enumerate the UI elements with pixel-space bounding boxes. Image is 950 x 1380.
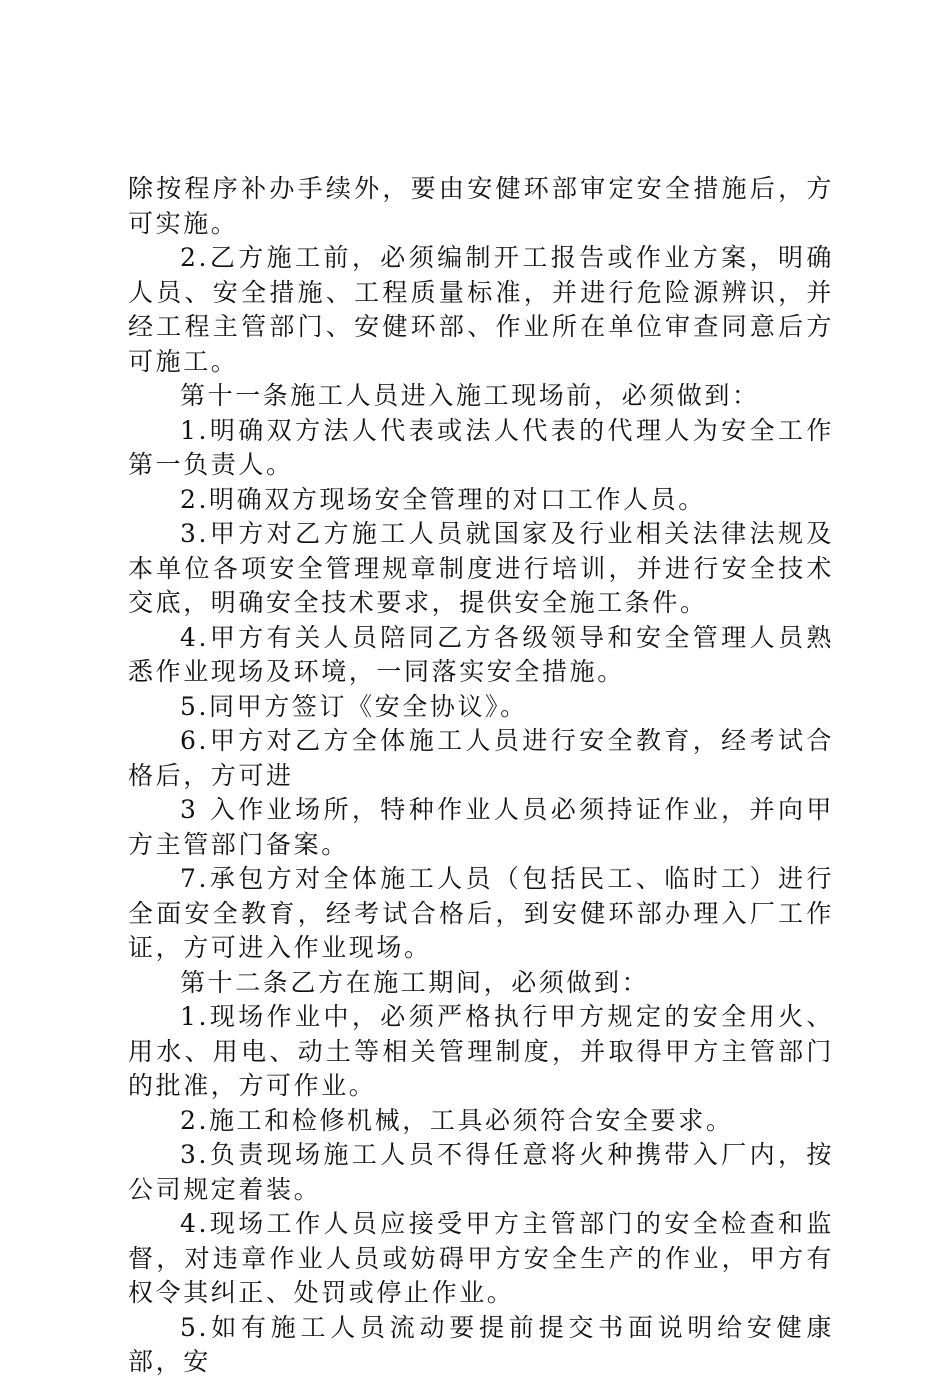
paragraph: 4.现场工作人员应接受甲方主管部门的安全检查和监督，对违章作业人员或妨碍甲方安全生产的作业，甲方有权令其纠正、处罚或停止作业。 xyxy=(128,1209,834,1307)
paragraph: 3 入作业场所，特种作业人员必须持证作业，并向甲方主管部门备案。 xyxy=(128,795,834,859)
paragraph: 2.明确双方现场安全管理的对口工作人员。 xyxy=(180,484,706,514)
paragraph: 4.甲方有关人员陪同乙方各级领导和安全管理人员熟悉作业现场及环境，一同落实安全措施。 xyxy=(128,622,834,686)
paragraph: 2.乙方施工前，必须编制开工报告或作业方案，明确人员、安全措施、工程质量标准，并进行危险源辨识，并经工程主管部门、安健环部、作业所在单位审查同意后方可施工。 xyxy=(128,243,834,376)
document-body xyxy=(128,172,834,1380)
paragraph: 5.如有施工人员流动要提前提交书面说明给安健康部，安 xyxy=(128,1312,834,1376)
paragraph: 2.施工和检修机械，工具必须符合安全要求。 xyxy=(180,1105,734,1135)
section-heading: 第十二条乙方在施工期间，必须做到： xyxy=(180,967,650,997)
paragraph: 7.承包方对全体施工人员（包括民工、临时工）进行全面安全教育，经考试合格后，到安健环部办理入厂工作证，方可进入作业现场。 xyxy=(128,864,834,962)
paragraph: 3.负责现场施工人员不得任意将火种携带入厂内，按公司规定着装。 xyxy=(128,1140,834,1204)
paragraph: 3.甲方对乙方施工人员就国家及行业相关法律法规及本单位各项安全管理规章制度进行培训，并进行安全技术交底，明确安全技术要求，提供安全施工条件。 xyxy=(128,519,834,617)
paragraph: 1.明确双方法人代表或法人代表的代理人为安全工作第一负责人。 xyxy=(128,415,834,479)
paragraph: 6.甲方对乙方全体施工人员进行安全教育，经考试合格后，方可进 xyxy=(128,726,834,790)
paragraph: 1.现场作业中，必须严格执行甲方规定的安全用火、用水、用电、动土等相关管理制度，并取得甲方主管部门的批准，方可作业。 xyxy=(128,1002,834,1100)
paragraph: 除按程序补办手续外，要由安健环部审定安全措施后，方可实施。 xyxy=(128,174,834,238)
section-heading: 第十一条施工人员进入施工现场前，必须做到： xyxy=(180,381,760,410)
paragraph: 5.同甲方签订《安全协议》。 xyxy=(180,691,528,721)
